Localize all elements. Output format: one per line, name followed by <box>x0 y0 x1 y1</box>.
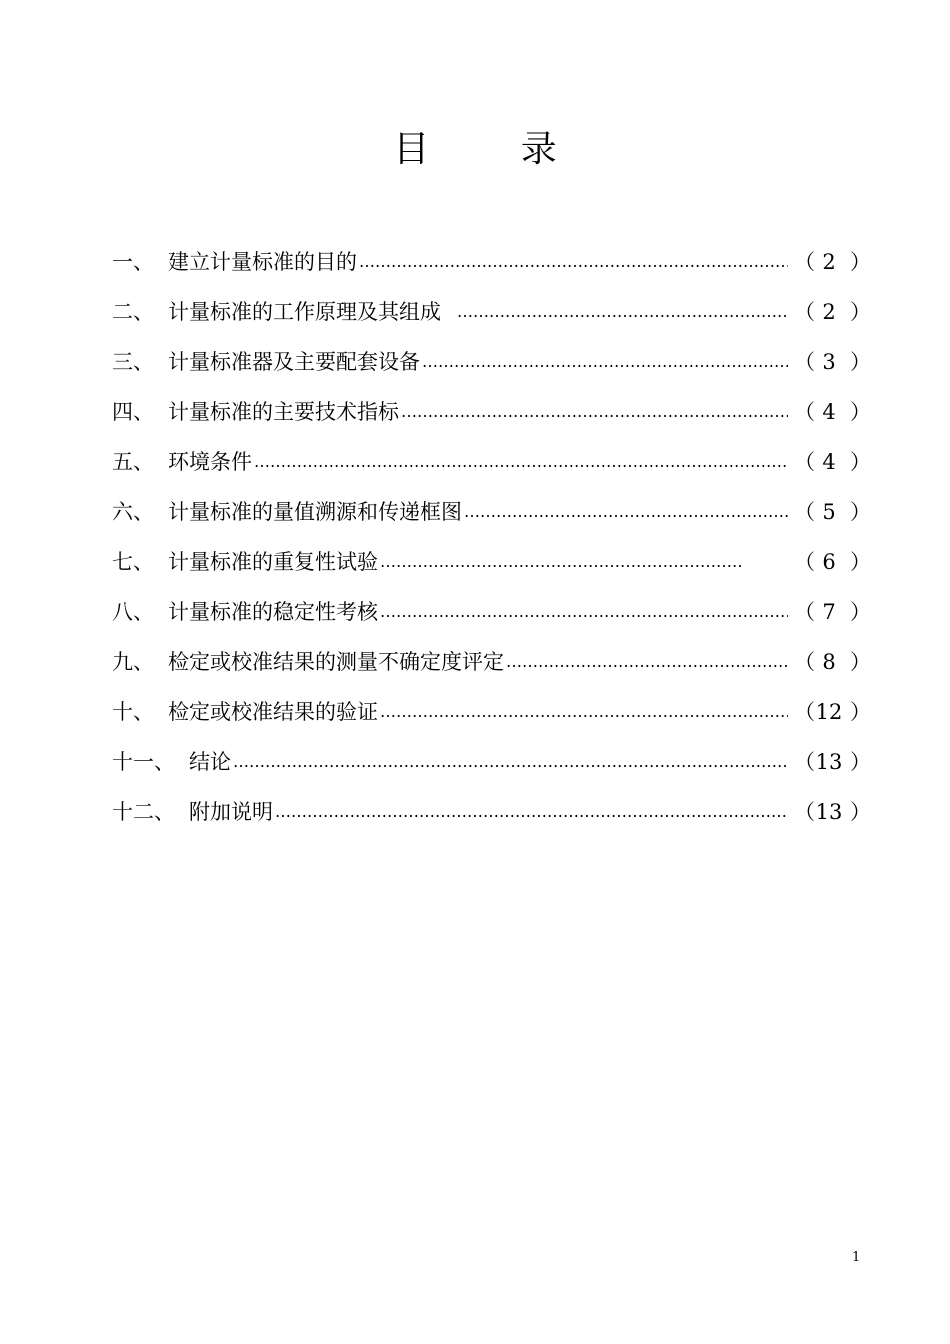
toc-page-ref <box>794 391 871 433</box>
close-paren: ） <box>850 500 871 524</box>
close-paren: ） <box>850 600 871 624</box>
toc-entry-label: 计量标准的主要技术指标 <box>168 400 399 424</box>
toc-entry-separator: 、 <box>133 400 154 424</box>
toc-entry[interactable] <box>112 737 871 787</box>
toc-page-ref <box>794 641 871 683</box>
toc-leader-dots <box>233 741 788 783</box>
toc-page-number: 12 <box>815 700 843 724</box>
toc-entry-number: 五 <box>112 450 133 474</box>
toc-entry-separator: 、 <box>133 600 154 624</box>
toc-entry[interactable] <box>112 587 871 637</box>
toc-entry-number: 八 <box>112 600 133 624</box>
toc-page-number: 13 <box>815 750 843 774</box>
toc-page-number: 3 <box>822 350 836 374</box>
table-of-contents <box>112 237 871 837</box>
open-paren: （ <box>794 250 815 274</box>
toc-page-number: 4 <box>822 450 836 474</box>
close-paren: ） <box>850 350 871 374</box>
toc-page-number: 2 <box>822 250 836 274</box>
toc-entry-separator: 、 <box>133 300 154 324</box>
toc-entry[interactable] <box>112 687 871 737</box>
toc-entry-separator: 、 <box>133 250 154 274</box>
close-paren: ） <box>850 400 871 424</box>
toc-page-number: 13 <box>815 800 843 824</box>
toc-entry-number: 六 <box>112 500 133 524</box>
toc-entry-label: 计量标准的工作原理及其组成 <box>168 300 441 324</box>
open-paren: （ <box>794 500 815 524</box>
open-paren: （ <box>794 650 815 674</box>
page-title: 目 录 <box>393 129 557 170</box>
toc-entry-label: 附加说明 <box>189 800 273 824</box>
close-paren: ） <box>850 300 871 324</box>
toc-entry-number: 九 <box>112 650 133 674</box>
toc-entry-label: 计量标准器及主要配套设备 <box>168 350 420 374</box>
toc-page-ref <box>794 591 871 633</box>
toc-entry-label: 环境条件 <box>168 450 252 474</box>
open-paren: （ <box>794 700 815 724</box>
toc-page-number: 4 <box>822 400 836 424</box>
close-paren: ） <box>850 550 871 574</box>
toc-page-ref <box>794 341 871 383</box>
toc-leader-dots <box>457 291 788 333</box>
toc-entry-separator: 、 <box>133 550 154 574</box>
close-paren: ） <box>850 250 871 274</box>
open-paren: （ <box>794 300 815 324</box>
toc-page-ref <box>794 491 871 533</box>
toc-leader-dots <box>254 441 788 483</box>
toc-page-ref <box>794 541 871 583</box>
toc-entry-separator: 、 <box>133 350 154 374</box>
toc-page-number: 2 <box>822 300 836 324</box>
toc-page-ref <box>794 291 871 333</box>
toc-entry[interactable] <box>112 487 871 537</box>
toc-entry-separator: 、 <box>133 500 154 524</box>
toc-entry-label: 计量标准的量值溯源和传递框图 <box>168 500 462 524</box>
toc-entry-number: 十一 <box>112 750 154 774</box>
toc-entry-number: 十二 <box>112 800 154 824</box>
toc-page-ref <box>794 441 871 483</box>
open-paren: （ <box>794 550 815 574</box>
toc-entry[interactable] <box>112 437 871 487</box>
toc-entry-number: 四 <box>112 400 133 424</box>
toc-leader-dots <box>464 491 788 533</box>
close-paren: ） <box>850 700 871 724</box>
toc-leader-dots <box>380 541 744 583</box>
toc-entry[interactable] <box>112 787 871 837</box>
toc-page-ref <box>794 241 871 283</box>
toc-entry-number: 十 <box>112 700 133 724</box>
toc-leader-dots <box>359 241 788 283</box>
open-paren: （ <box>794 350 815 374</box>
toc-entry[interactable] <box>112 537 871 587</box>
toc-entry-number: 七 <box>112 550 133 574</box>
open-paren: （ <box>794 400 815 424</box>
close-paren: ） <box>850 750 871 774</box>
toc-entry-label: 计量标准的重复性试验 <box>168 550 378 574</box>
toc-entry[interactable] <box>112 387 871 437</box>
toc-entry-separator: 、 <box>133 700 154 724</box>
toc-entry-separator: 、 <box>154 750 175 774</box>
toc-entry[interactable] <box>112 337 871 387</box>
toc-entry-number: 三 <box>112 350 133 374</box>
open-paren: （ <box>794 450 815 474</box>
open-paren: （ <box>794 600 815 624</box>
toc-leader-dots <box>380 691 788 733</box>
page-number: 1 <box>852 1250 861 1265</box>
toc-entry-separator: 、 <box>133 450 154 474</box>
toc-leader-dots <box>275 791 788 833</box>
toc-entry[interactable] <box>112 287 871 337</box>
toc-entry-label: 结论 <box>189 750 231 774</box>
toc-page-number: 5 <box>822 500 836 524</box>
toc-leader-dots <box>380 591 788 633</box>
toc-entry-number: 一 <box>112 250 133 274</box>
toc-page-ref <box>794 791 871 833</box>
toc-page-number: 6 <box>822 550 836 574</box>
toc-entry-separator: 、 <box>154 800 175 824</box>
close-paren: ） <box>850 650 871 674</box>
toc-page-number: 8 <box>822 650 836 674</box>
close-paren: ） <box>850 450 871 474</box>
open-paren: （ <box>794 750 815 774</box>
toc-entry-separator: 、 <box>133 650 154 674</box>
toc-entry-label: 检定或校准结果的测量不确定度评定 <box>168 650 504 674</box>
toc-leader-dots <box>422 341 788 383</box>
toc-entry-label: 计量标准的稳定性考核 <box>168 600 378 624</box>
toc-entry[interactable] <box>112 637 871 687</box>
toc-entry[interactable] <box>112 237 871 287</box>
toc-leader-dots <box>506 641 788 683</box>
close-paren: ） <box>850 800 871 824</box>
toc-leader-dots <box>401 391 788 433</box>
toc-entry-number: 二 <box>112 300 133 324</box>
toc-page-number: 7 <box>822 600 836 624</box>
toc-page-ref <box>794 741 871 783</box>
open-paren: （ <box>794 800 815 824</box>
toc-entry-label: 建立计量标准的目的 <box>168 250 357 274</box>
toc-entry-label: 检定或校准结果的验证 <box>168 700 378 724</box>
toc-page-ref <box>794 691 871 733</box>
